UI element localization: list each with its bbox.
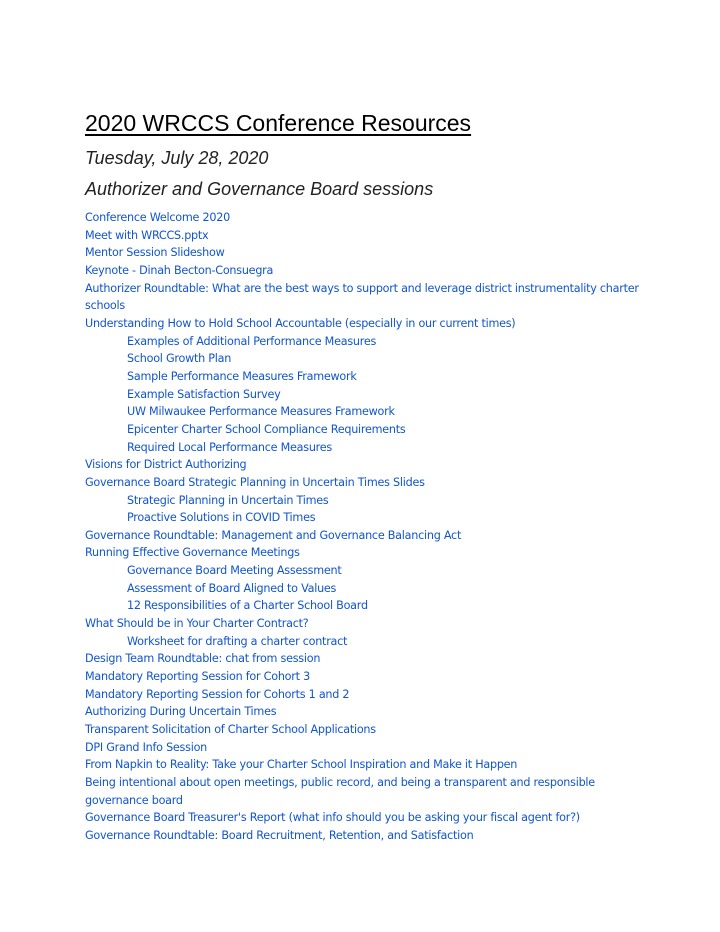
resource-link[interactable]: Conference Welcome 2020 <box>85 211 230 224</box>
resource-link[interactable]: 12 Responsibilities of a Charter School Board <box>127 599 368 613</box>
resource-link[interactable]: Sample Performance Measures Framework <box>127 369 357 383</box>
resource-link[interactable]: Running Effective Governance Meetings <box>85 546 300 560</box>
resource-link[interactable]: Mentor Session Slideshow <box>85 246 225 260</box>
resource-link[interactable]: Examples of Additional Performance Measures <box>127 334 377 348</box>
resource-link[interactable]: DPI Grand Info Session <box>85 740 208 754</box>
resource-link[interactable]: Required Local Performance Measures <box>127 440 332 454</box>
resource-link[interactable]: Worksheet for drafting a charter contract <box>127 634 348 648</box>
resource-link[interactable]: Example Satisfaction Survey <box>127 387 281 401</box>
resource-link[interactable]: School Growth Plan <box>127 352 232 366</box>
document-title: 2020 WRCCS Conference Resources <box>85 110 472 136</box>
resource-link[interactable]: From Napkin to Reality: Take your Charter School Inspiration and Make it Happen <box>85 758 518 772</box>
resource-link[interactable]: Governance Board Strategic Planning in Uncertain Times Slides <box>85 475 425 489</box>
resource-link[interactable]: Governance Board Treasurer's Report (what info should you be asking your fiscal agent for?) <box>85 811 580 825</box>
resource-link[interactable]: Governance Roundtable: Board Recruitment, Retention, and Satisfaction <box>85 828 474 842</box>
resource-link[interactable]: Keynote - Dinah Becton-Consuegra <box>85 263 274 277</box>
resource-link[interactable]: Visions for District Authorizing <box>85 458 247 472</box>
document-page <box>85 108 645 845</box>
resource-link[interactable]: Assessment of Board Aligned to Values <box>127 581 337 595</box>
resource-link[interactable]: Governance Roundtable: Management and Governance Balancing Act <box>85 528 462 542</box>
resource-link[interactable]: Transparent Solicitation of Charter School Applications <box>85 723 376 737</box>
resource-link-list <box>85 209 645 845</box>
resource-link[interactable]: Strategic Planning in Uncertain Times <box>127 493 329 507</box>
resource-link[interactable]: Proactive Solutions in COVID Times <box>127 511 316 525</box>
resource-link[interactable]: Meet with WRCCS.pptx <box>85 228 209 242</box>
resource-link[interactable]: Understanding How to Hold School Accountable (especially in our current times) <box>85 316 516 330</box>
resource-link[interactable]: Governance Board Meeting Assessment <box>127 564 342 578</box>
resource-link[interactable]: Epicenter Charter School Compliance Requirements <box>127 422 406 436</box>
document-date: Tuesday, July 28, 2020 <box>85 148 269 168</box>
resource-link[interactable]: Design Team Roundtable: chat from session <box>85 652 321 666</box>
resource-link[interactable]: What Should be in Your Charter Contract? <box>85 617 309 631</box>
resource-link[interactable]: Mandatory Reporting Session for Cohort 3 <box>85 670 310 684</box>
session-heading: Authorizer and Governance Board sessions <box>85 179 434 199</box>
resource-link[interactable]: Mandatory Reporting Session for Cohorts 1 and 2 <box>85 687 350 701</box>
resource-link[interactable]: Authorizer Roundtable: What are the best ways to support and leverage district instrumentality charter schools <box>85 281 639 313</box>
resource-link[interactable]: UW Milwaukee Performance Measures Framework <box>127 405 395 419</box>
resource-link[interactable]: Authorizing During Uncertain Times <box>85 705 277 719</box>
resource-link[interactable]: Being intentional about open meetings, public record, and being a transparent and responsible governance board <box>85 776 595 807</box>
